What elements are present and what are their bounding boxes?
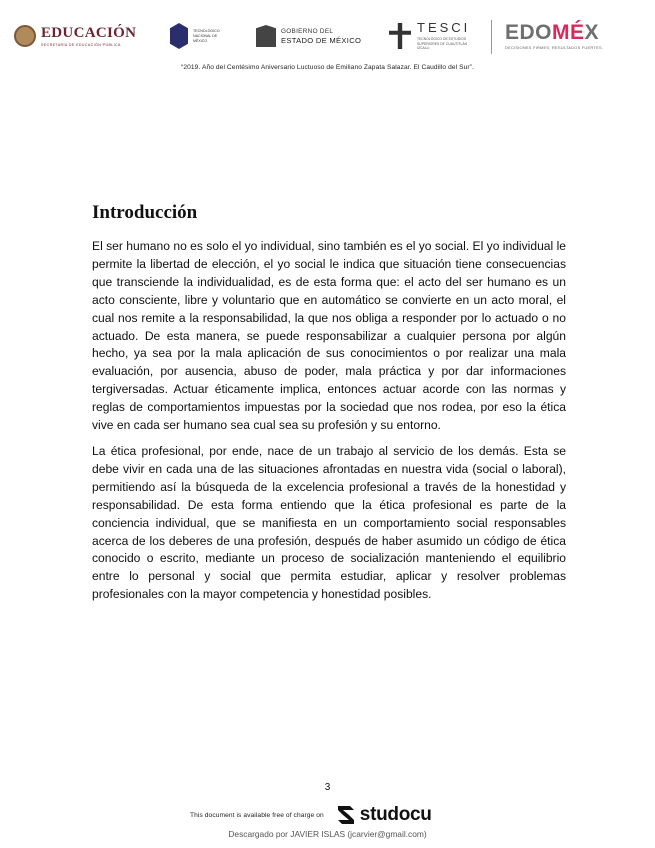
tesci-logo-subtitle: TECNOLÓGICO DE ESTUDIOS SUPERIORES DE CUAUTITLÁN IZCALLI xyxy=(417,37,468,51)
logo-divider xyxy=(491,20,492,54)
edomex-logo-tagline: DECISIONES FIRMES, RESULTADOS FUERTES. xyxy=(505,45,604,50)
gobierno-logo-line1: GOBIERNO DEL xyxy=(281,27,334,35)
edomex-logo-part-a: EDO xyxy=(505,21,553,44)
tecnm-emblem-icon xyxy=(170,23,188,49)
studocu-logo-icon xyxy=(334,803,358,827)
edomex-logo xyxy=(505,16,603,56)
downloaded-by: Descargado por JAVIER ISLAS (jcarvier@gmail.com) xyxy=(228,829,427,839)
educacion-logo-name: EDUCACIÓN xyxy=(41,24,137,41)
studocu-brand: studocu xyxy=(359,804,432,825)
tecnm-logo-name: TECNOLÓGICO NACIONAL DE MÉXICO xyxy=(193,28,220,43)
paragraph: La ética profesional, por ende, nace de un trabajo al servicio de los demás. Esta se debe vivir en cada una de las situaciones afrontadas en nuestra vida (social o laboral), permitiendo así la búsqueda de la excelencia profesional a través de la honestidad y responsabilidad. De esta forma entiendo que la ética profesional es parte de la conciencia individual, que se manifiesta en un comportamiento social responsables acerca de los deberes de una profesión, después de haber asumido un código de ética conocido o escrito, mediante un proceso de socialización manteniendo el equilibrio entre lo personal y social que permita estudiar, aplicar y resolver problemas profesionales con la mayor competencia y honestidad posibles. xyxy=(92,443,566,602)
edomex-logo-part-b: MÉ xyxy=(552,21,585,44)
tesci-logo-name: TESCI xyxy=(417,20,471,36)
tesci-logo xyxy=(389,16,479,56)
educacion-logo-subtitle: SECRETARÍA DE EDUCACIÓN PÚBLICA xyxy=(41,42,121,47)
educacion-logo xyxy=(14,16,136,56)
edomex-shield-icon xyxy=(256,25,276,47)
gobierno-logo xyxy=(256,16,361,56)
header-motto: “2019. Año del Centésimo Aniversario Luctuoso de Emiliano Zapata Salazar. El Caudillo del Sur”. xyxy=(181,64,474,71)
mexico-seal-icon xyxy=(14,25,36,47)
tesci-emblem-icon xyxy=(389,23,411,49)
document-body xyxy=(92,200,566,612)
tecnm-logo xyxy=(170,16,223,56)
section-heading: Introducción xyxy=(92,202,198,223)
studocu-banner[interactable] xyxy=(190,803,432,827)
header-logos xyxy=(0,16,655,60)
gobierno-logo-line2: ESTADO DE MÉXICO xyxy=(281,35,362,45)
available-text: This document is available free of charge on xyxy=(190,811,324,819)
page-number: 3 xyxy=(324,782,331,793)
paragraph: El ser humano no es solo el yo individual, sino también es el yo social. El yo individual le permite la libertad de elección, el yo social le indica que situación tiene consecuencias que transciende la individualidad, es de esta forma que: el acto del ser humano es un acto consciente, libre y voluntario que en automático se convierte en un acto moral, el cual nos remite a la responsabilidad, la que nos obliga a responder por lo actuado o no actuado. De esta manera, se puede responsabilizar a cualquier persona por algún hecho, ya sea por la mala aplicación de sus conocimientos o por realizar una mala evaluación, por ausencia, abuso de poder, mala práctica y por dar informaciones tergiversadas. Actuar éticamente implica, entonces actuar acorde con las normas y reglas de comportamientos impuestas por la sociedad que nos rodea, por eso la ética vive en cada ser humano sea cual sea su profesión y su entorno. xyxy=(92,239,566,433)
edomex-logo-part-c: X xyxy=(584,21,600,44)
